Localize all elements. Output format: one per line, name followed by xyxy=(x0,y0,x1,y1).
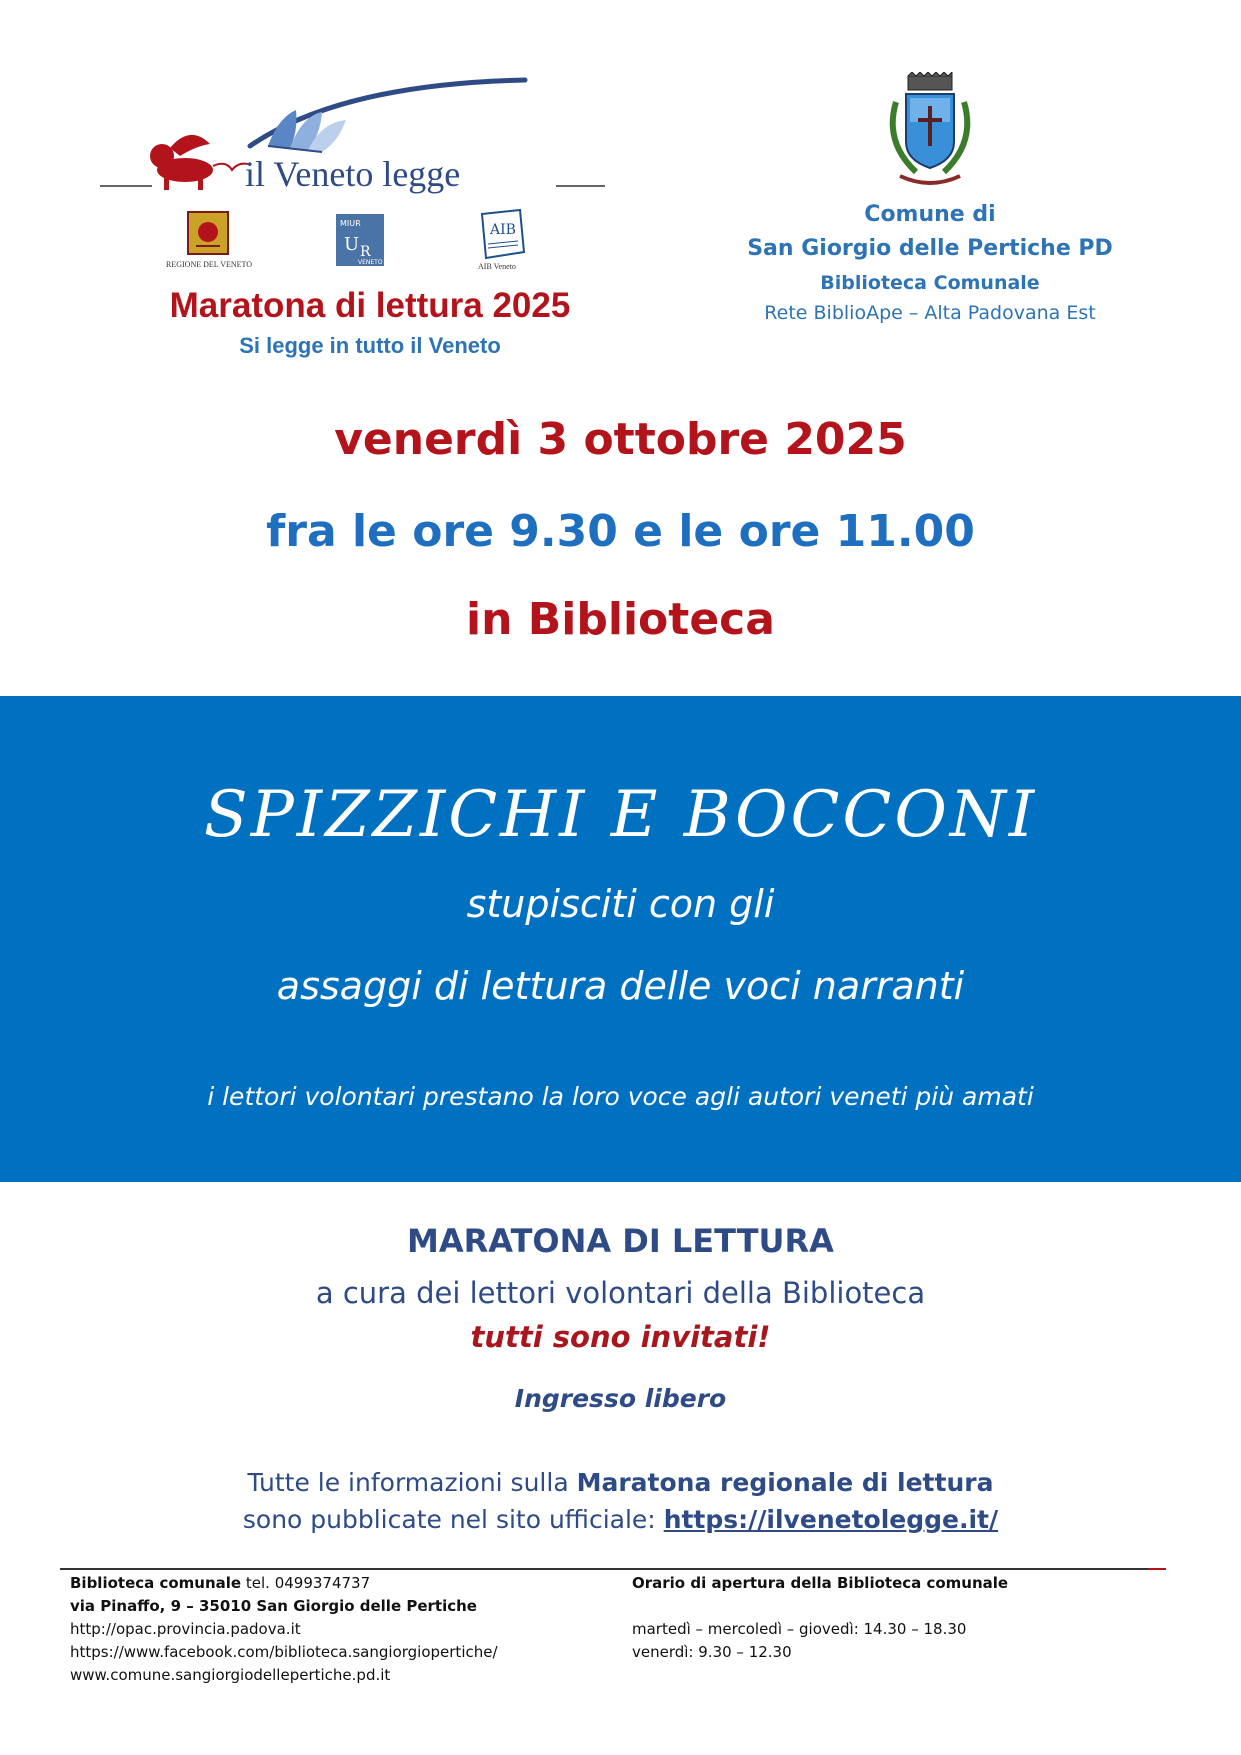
footer-hours xyxy=(632,1572,1192,1664)
maratona-title: Maratona di lettura 2025 xyxy=(169,286,571,325)
site-link[interactable]: https://ilvenetolegge.it/ xyxy=(663,1505,999,1534)
maratona-heading: MARATONA DI LETTURA xyxy=(407,1222,834,1260)
info-maratona-bold: Maratona regionale di lettura xyxy=(576,1468,994,1497)
site-prefix: sono pubblicate nel sito ufficiale: xyxy=(242,1505,664,1534)
biblioteca-label: Biblioteca Comunale xyxy=(820,272,1040,294)
veneto-legge-wordmark: il Veneto legge xyxy=(245,154,461,194)
footer-website-link[interactable]: www.comune.sangiorgiodellepertiche.pd.it xyxy=(70,1666,391,1684)
footer-divider-accent xyxy=(1148,1568,1166,1570)
svg-text:R: R xyxy=(360,244,371,260)
rete-label: Rete BiblioApe – Alta Padovana Est xyxy=(764,302,1096,324)
event-title: SPIZZICHI E BOCCONI xyxy=(203,778,1038,852)
footer-hours-weekdays: martedì – mercoledì – giovedì: 14.30 – 18.30 xyxy=(632,1620,967,1638)
footer-contacts xyxy=(70,1572,630,1687)
event-time: fra le ore 9.30 e le ore 11.00 xyxy=(266,506,975,557)
svg-text:U: U xyxy=(344,234,360,255)
footer-opac-link[interactable]: http://opac.provincia.padova.it xyxy=(70,1620,301,1638)
invitati-text: tutti sono invitati! xyxy=(470,1320,771,1354)
cura-text: a cura dei lettori volontari della Biblioteca xyxy=(315,1276,926,1310)
footer-library-label: Biblioteca comunale xyxy=(70,1574,242,1592)
info-prefix: Tutte le informazioni sulla xyxy=(247,1468,577,1497)
event-place: in Biblioteca xyxy=(466,594,775,645)
event-date: venerdì 3 ottobre 2025 xyxy=(334,414,907,465)
miur-logo xyxy=(334,212,386,268)
event-note: i lettori volontari prestano la loro voce agli autori veneti più amati xyxy=(207,1082,1034,1111)
info-line-2 xyxy=(0,1505,1241,1534)
footer-divider xyxy=(60,1568,1166,1570)
comune-name: San Giorgio delle Pertiche PD xyxy=(747,236,1113,261)
footer-phone: tel. 0499374737 xyxy=(241,1574,371,1592)
svg-text:AIB: AIB xyxy=(490,222,516,238)
event-title-band xyxy=(0,696,1241,1182)
coat-of-arms-icon xyxy=(880,72,980,192)
footer-hours-title: Orario di apertura della Biblioteca comunale xyxy=(632,1574,1009,1592)
veneto-legge-logo xyxy=(100,66,610,196)
aib-caption: AIB Veneto xyxy=(478,262,516,271)
svg-text:MIUR: MIUR xyxy=(340,219,361,228)
info-line-1 xyxy=(0,1468,1241,1497)
footer-hours-friday: venerdì: 9.30 – 12.30 xyxy=(632,1643,792,1661)
svg-text:VENETO: VENETO xyxy=(358,259,383,266)
regione-caption: REGIONE DEL VENETO xyxy=(166,260,253,269)
ingresso-libero: Ingresso libero xyxy=(514,1384,727,1413)
comune-line-1: Comune di xyxy=(864,202,996,227)
footer-address: via Pinaffo, 9 – 35010 San Giorgio delle Pertiche xyxy=(70,1597,477,1615)
event-subtitle-1: stupisciti con gli xyxy=(466,882,775,926)
maratona-subtitle: Si legge in tutto il Veneto xyxy=(239,333,501,358)
event-subtitle-2: assaggi di lettura delle voci narranti xyxy=(276,964,965,1008)
footer-facebook-link[interactable]: https://www.facebook.com/biblioteca.sangiorgiopertiche/ xyxy=(70,1643,498,1661)
